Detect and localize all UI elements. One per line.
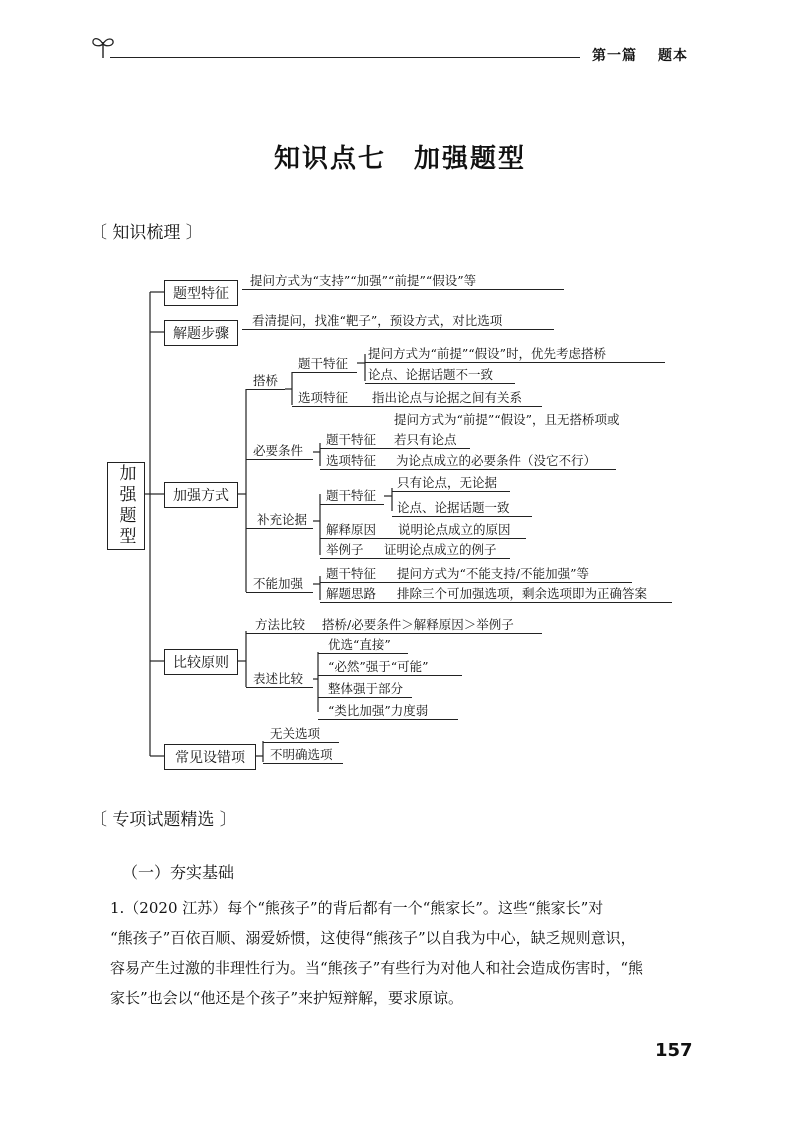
biaoshu-item: “类比加强”力度弱 [328, 703, 429, 718]
page-title: 知识点七 加强题型 [273, 144, 526, 174]
bijiao-fangfa: 方法比较 [255, 617, 306, 632]
buchong-juli-text: 证明论点成立的例子 [384, 542, 497, 557]
underline [392, 491, 510, 492]
node-tixing: 题型特征 [164, 280, 238, 306]
underline [320, 602, 672, 603]
biyao-tigan: 题干特征 [326, 432, 377, 447]
underline [320, 558, 510, 559]
underline [392, 516, 532, 517]
buchong-jieshi: 解释原因 [326, 522, 377, 537]
biyao-xuanxiang-text: 为论点成立的必要条件（没它不行） [396, 453, 597, 468]
underline [318, 675, 462, 676]
header-rule [110, 57, 580, 58]
subsection-title: （一）夯实基础 [122, 863, 235, 882]
question-paragraph [110, 893, 690, 1013]
underline [246, 687, 313, 688]
buneng-tigan-text: 提问方式为“不能支持/不能加强”等 [397, 566, 589, 581]
page-number: 157 [655, 1040, 693, 1061]
node-cuowu: 常见设错项 [164, 744, 256, 770]
underline [292, 372, 357, 373]
question-line: 容易产生过激的非理性行为。当“熊孩子”有些行为对他人和社会造成伤害时，“熊 [110, 959, 644, 977]
biyao-label: 必要条件 [253, 443, 304, 458]
biaoshu-item: 优选“直接” [328, 637, 391, 652]
underline [320, 448, 470, 449]
biyao-xuanxiang: 选项特征 [326, 453, 377, 468]
question-line: 1.（2020 江苏）每个“熊孩子”的背后都有一个“熊家长”。这些“熊家长”对 [110, 899, 604, 917]
underline [242, 329, 554, 330]
biyao-tigan-line1: 提问方式为“前提”“假设”，且无搭桥项或 [394, 412, 620, 427]
underline [246, 459, 313, 460]
daqiao-label: 搭桥 [253, 373, 279, 388]
buneng-silu: 解题思路 [326, 586, 377, 601]
underline [246, 389, 285, 390]
sprout-icon [90, 32, 116, 60]
underline [320, 582, 632, 583]
daqiao-xuanxiang-text: 指出论点与论据之间有关系 [372, 390, 523, 405]
underline [365, 362, 665, 363]
underline [320, 538, 526, 539]
daqiao-tigan: 题干特征 [298, 356, 349, 371]
underline [263, 742, 339, 743]
daqiao-xuanxiang: 选项特征 [298, 390, 349, 405]
node-bijiao: 比较原则 [164, 649, 238, 675]
underline [320, 469, 616, 470]
bijiao-fangfa-text: 搭桥/必要条件＞解释原因＞举例子 [322, 617, 514, 632]
underline [292, 406, 542, 407]
buneng-label: 不能加强 [253, 576, 304, 591]
section-title-knowledge: 〔 知识梳理 〕 [90, 223, 203, 243]
mindmap-root: 加强题型 [107, 462, 145, 550]
node-jieti: 解题步骤 [164, 320, 238, 346]
biaoshu-item: “必然”强于“可能” [328, 659, 429, 674]
bijiao-biaoshu: 表述比较 [253, 671, 304, 686]
node-jiaqiang: 加强方式 [164, 482, 238, 508]
underline [246, 592, 313, 593]
buchong-juli: 举例子 [326, 542, 364, 557]
buchong-tigan-2: 论点、论据话题一致 [397, 500, 510, 515]
question-line: “熊孩子”百依百顺、溺爱娇惯，这使得“熊孩子”以自我为中心，缺乏规则意识， [110, 929, 636, 947]
underline [246, 528, 313, 529]
biyao-tigan-line2: 若只有论点 [394, 432, 457, 447]
buneng-silu-text: 排除三个可加强选项，剩余选项即为正确答案 [397, 586, 648, 601]
buchong-tigan-1: 只有论点，无论据 [397, 475, 498, 490]
header-part: 第一篇 [592, 48, 637, 64]
buneng-tigan: 题干特征 [326, 566, 377, 581]
daqiao-tigan-2: 论点、论据话题不一致 [368, 367, 494, 382]
underline [242, 289, 564, 290]
buchong-tigan: 题干特征 [326, 488, 377, 503]
biaoshu-item: 整体强于部分 [328, 681, 404, 696]
underline [246, 633, 542, 634]
cuowu-item: 无关选项 [270, 726, 321, 741]
section-title-exercises: 〔 专项试题精选 〕 [90, 810, 237, 830]
underline [320, 504, 384, 505]
buchong-label: 补充论据 [257, 512, 308, 527]
cuowu-item: 不明确选项 [270, 747, 333, 762]
underline [263, 763, 343, 764]
daqiao-tigan-1: 提问方式为“前提”“假设”时，优先考虑搭桥 [368, 346, 607, 361]
question-line: 家长”也会以“他还是个孩子”来护短辩解，要求原谅。 [110, 989, 464, 1007]
jieti-text: 看清提问，找准“靶子”，预设方式，对比选项 [252, 313, 503, 328]
underline [318, 653, 408, 654]
underline [318, 697, 412, 698]
underline [318, 719, 458, 720]
header-section: 题本 [658, 48, 688, 64]
buchong-jieshi-text: 说明论点成立的原因 [398, 522, 511, 537]
tixing-text: 提问方式为“支持”“加强”“前提”“假设”等 [250, 273, 477, 288]
underline [365, 383, 515, 384]
